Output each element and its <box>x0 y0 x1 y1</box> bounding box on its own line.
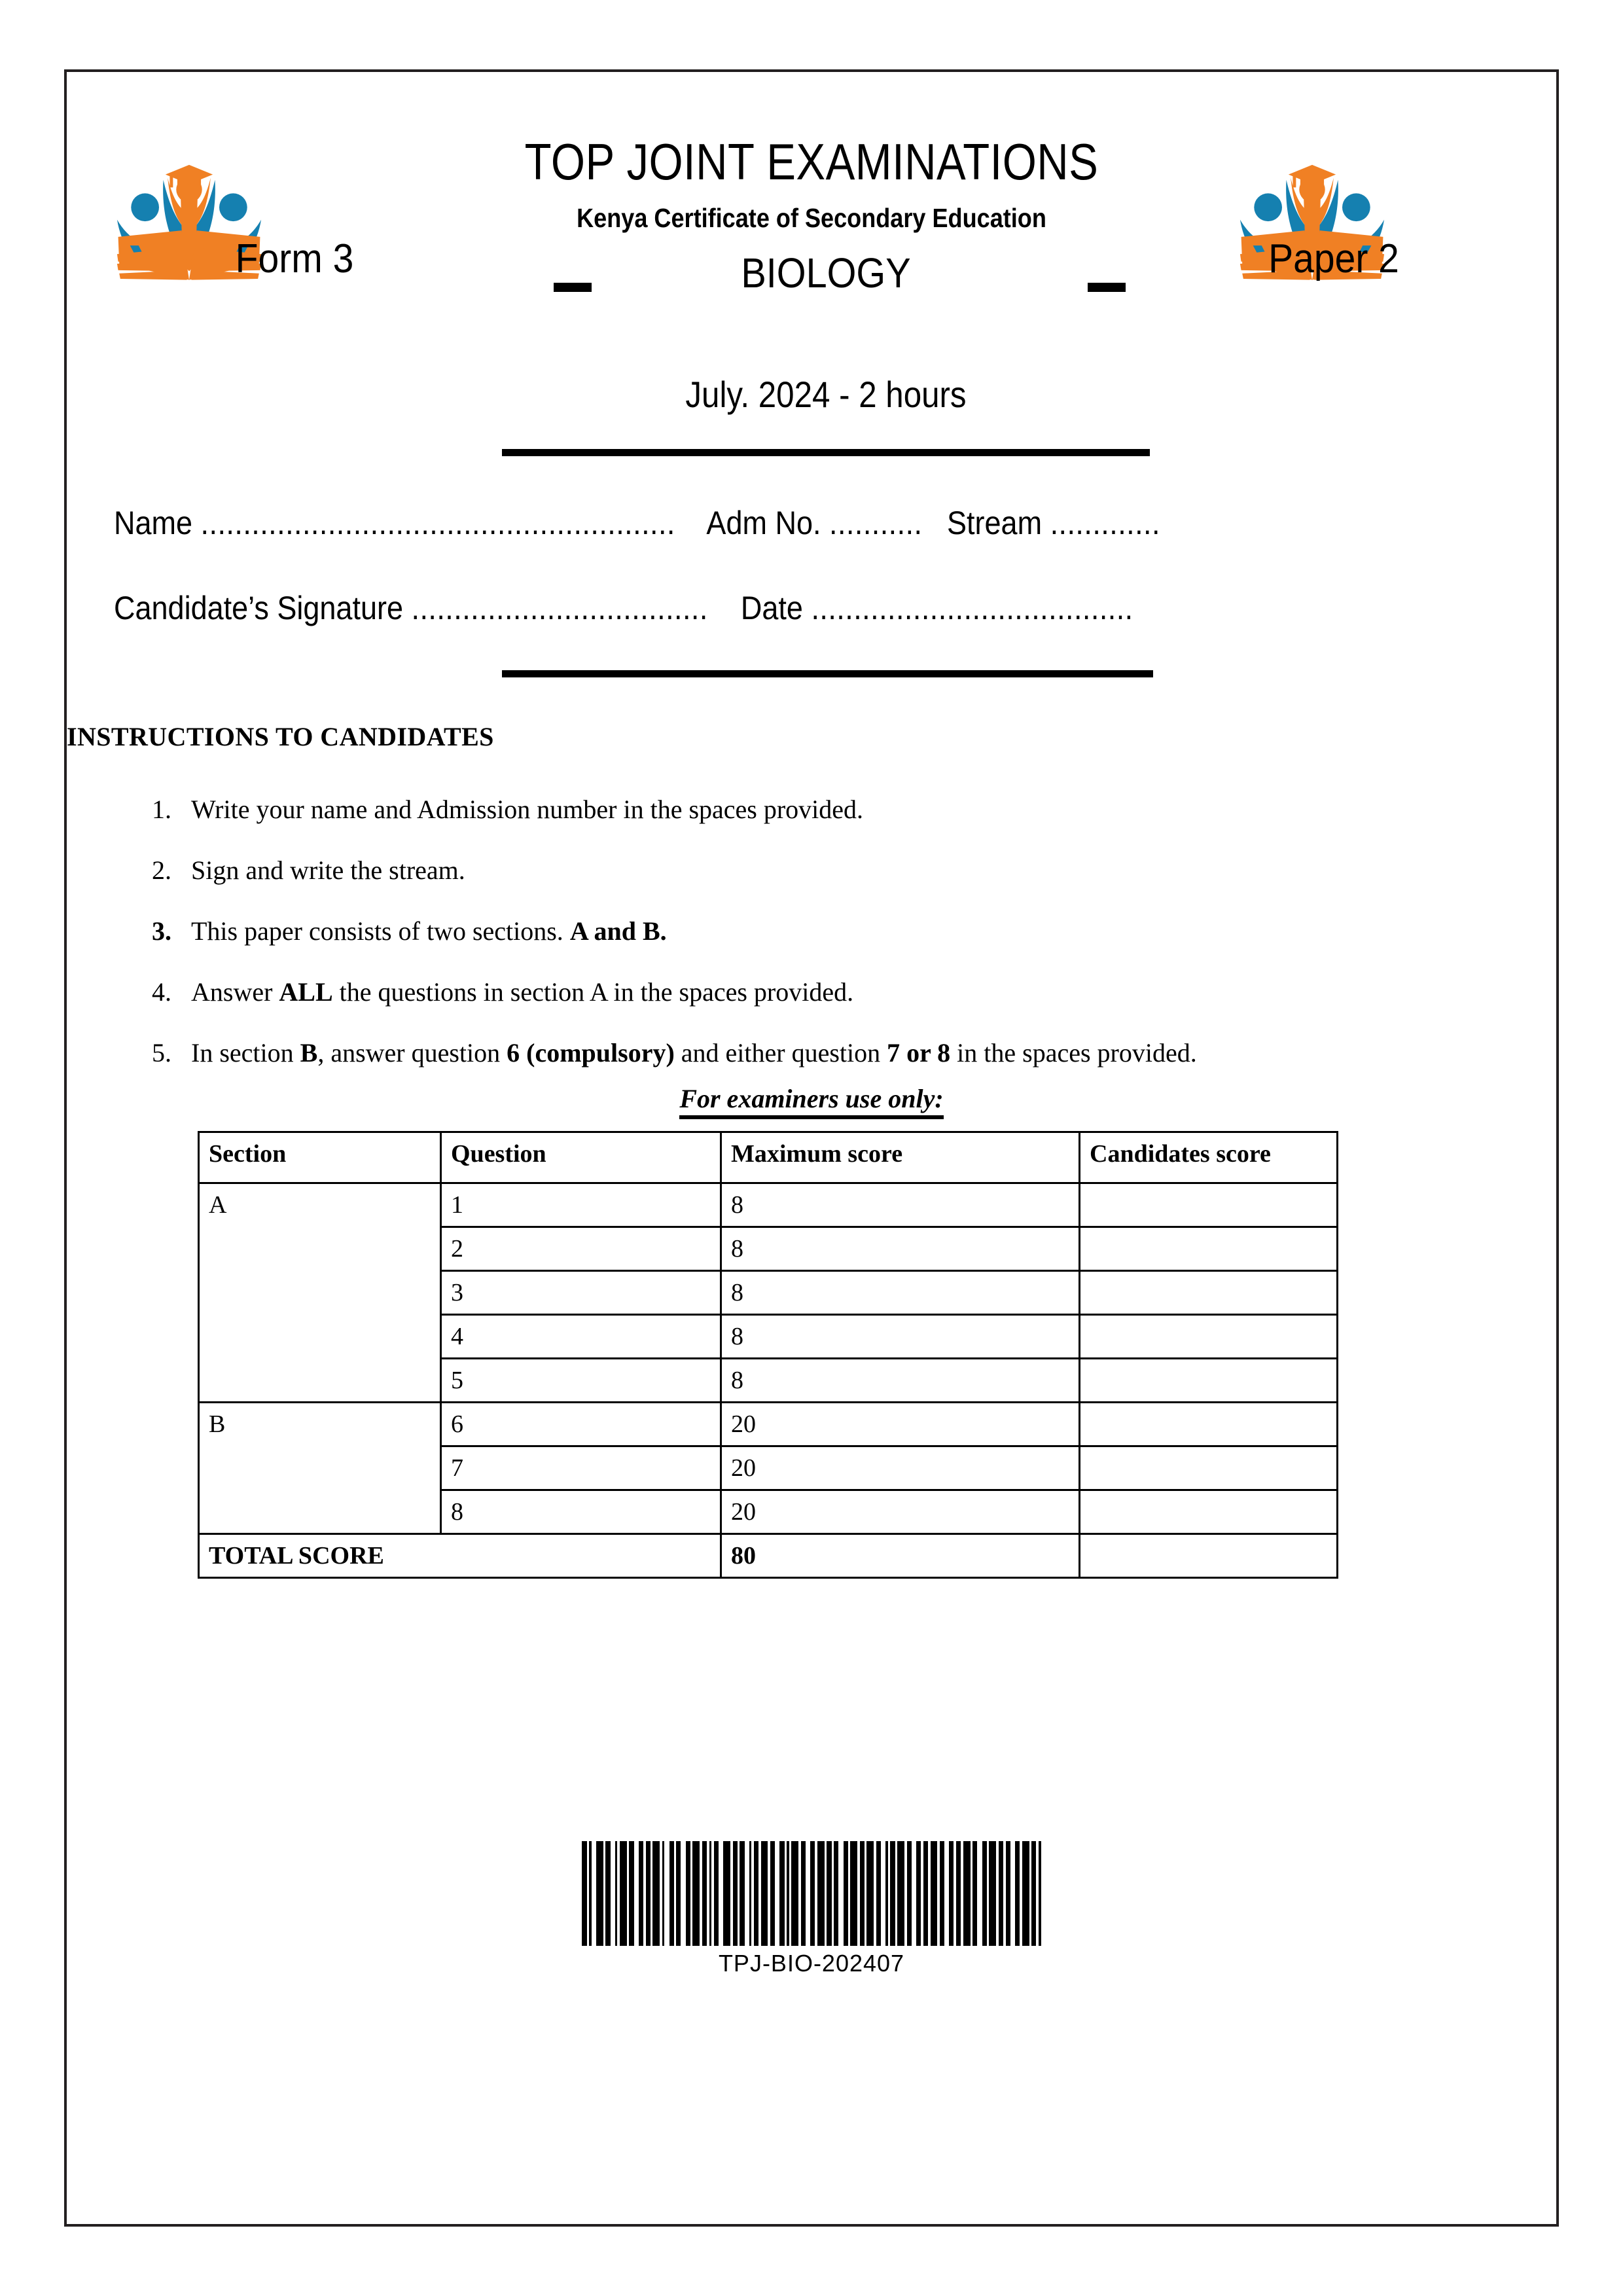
cell-question: 3 <box>441 1271 721 1315</box>
table-row <box>199 1403 1338 1446</box>
cell-maximum-score: 20 <box>721 1403 1080 1446</box>
cell-candidates-score[interactable] <box>1080 1403 1338 1446</box>
stream-dotted-line[interactable]: ............. <box>1050 505 1160 541</box>
column-header-maximum-score: Maximum score <box>721 1132 1080 1183</box>
column-header-section: Section <box>199 1132 441 1183</box>
cell-maximum-score: 8 <box>721 1227 1080 1271</box>
cell-question: 1 <box>441 1183 721 1227</box>
instruction-text: Sign and write the stream. <box>191 855 465 885</box>
exam-title: TOP JOINT EXAMINATIONS <box>524 133 1099 190</box>
barcode-label: TPJ-BIO-202407 <box>718 1950 905 1977</box>
cell-candidates-score[interactable] <box>1080 1315 1338 1359</box>
name-label: Name <box>114 505 193 541</box>
stream-label: Stream <box>947 505 1043 541</box>
date-and-duration: July. 2024 - 2 hours <box>685 374 967 415</box>
cell-question: 8 <box>441 1490 721 1534</box>
examiners-caption-text: For examiners use only: <box>679 1084 943 1119</box>
barcode-image <box>582 1841 1041 1946</box>
cell-section: B <box>199 1403 441 1534</box>
form-label: Form 3 <box>235 236 354 281</box>
cell-maximum-score: 8 <box>721 1359 1080 1403</box>
cell-question: 7 <box>441 1446 721 1490</box>
dash-separator-left <box>554 283 592 292</box>
instruction-item-5 <box>139 1037 1513 1069</box>
cell-candidates-score[interactable] <box>1080 1490 1338 1534</box>
cell-maximum-score: 20 <box>721 1446 1080 1490</box>
subject-title: BIOLOGY <box>741 249 911 296</box>
candidate-signature-field-row <box>114 589 1133 627</box>
signature-dotted-line[interactable]: ................................... <box>411 590 708 626</box>
exam-header <box>67 72 1556 626</box>
cell-candidates-score[interactable] <box>1080 1359 1338 1403</box>
page-border <box>64 69 1559 2227</box>
signature-label: Candidate’s Signature <box>114 590 403 626</box>
instruction-text: In section B, answer question 6 (compulsory) and either question 7 or 8 in the spaces provided. <box>191 1038 1197 1067</box>
table-total-row <box>199 1534 1338 1578</box>
cell-candidates-score[interactable] <box>1080 1446 1338 1490</box>
date-dotted-line[interactable]: ...................................... <box>811 590 1133 626</box>
header-divider-bottom <box>502 670 1153 677</box>
column-header-question: Question <box>441 1132 721 1183</box>
table-body <box>199 1183 1338 1578</box>
cell-question: 5 <box>441 1359 721 1403</box>
instruction-number: 2. <box>152 855 171 885</box>
name-dotted-line[interactable]: ........................................................ <box>200 505 675 541</box>
cell-total-candidates-score[interactable] <box>1080 1534 1338 1578</box>
examiners-use-only-caption <box>67 1083 1556 1114</box>
cell-question: 4 <box>441 1315 721 1359</box>
instruction-text: This paper consists of two sections. A and B. <box>191 916 667 946</box>
examiners-score-table <box>198 1131 1338 1579</box>
cell-question: 2 <box>441 1227 721 1271</box>
cell-total-maximum-score: 80 <box>721 1534 1080 1578</box>
instructions-list <box>139 793 1513 1098</box>
table-row <box>199 1183 1338 1227</box>
table-header-row <box>199 1132 1338 1183</box>
cell-candidates-score[interactable] <box>1080 1271 1338 1315</box>
candidate-name-field-row <box>114 504 1160 542</box>
instructions-heading: INSTRUCTIONS TO CANDIDATES <box>67 722 494 751</box>
instruction-number: 5. <box>152 1038 171 1067</box>
cell-question: 6 <box>441 1403 721 1446</box>
instruction-item-2 <box>139 854 1513 887</box>
cell-candidates-score[interactable] <box>1080 1227 1338 1271</box>
instruction-text: Write your name and Admission number in the spaces provided. <box>191 795 864 824</box>
instruction-item-3 <box>139 915 1513 948</box>
cell-maximum-score: 8 <box>721 1183 1080 1227</box>
header-divider-top <box>502 449 1150 456</box>
cell-total-label: TOTAL SCORE <box>199 1534 721 1578</box>
paper-label: Paper 2 <box>1268 236 1399 281</box>
instruction-number: 4. <box>152 977 171 1007</box>
instruction-item-1 <box>139 793 1513 826</box>
instruction-item-4 <box>139 976 1513 1009</box>
exam-subtitle: Kenya Certificate of Secondary Education <box>577 203 1046 233</box>
adm-no-label: Adm No. <box>706 505 821 541</box>
column-header-candidates-score: Candidates score <box>1080 1132 1338 1183</box>
cell-candidates-score[interactable] <box>1080 1183 1338 1227</box>
barcode-block <box>67 1833 1556 1977</box>
cell-maximum-score: 8 <box>721 1315 1080 1359</box>
cell-section: A <box>199 1183 441 1403</box>
instruction-number: 1. <box>152 795 171 824</box>
instruction-number: 3. <box>152 916 171 946</box>
dash-separator-right <box>1088 283 1126 292</box>
cell-maximum-score: 8 <box>721 1271 1080 1315</box>
adm-no-dotted-line[interactable]: ........... <box>829 505 923 541</box>
cell-maximum-score: 20 <box>721 1490 1080 1534</box>
instruction-text: Answer ALL the questions in section A in the spaces provided. <box>191 977 854 1007</box>
date-label: Date <box>740 590 803 626</box>
